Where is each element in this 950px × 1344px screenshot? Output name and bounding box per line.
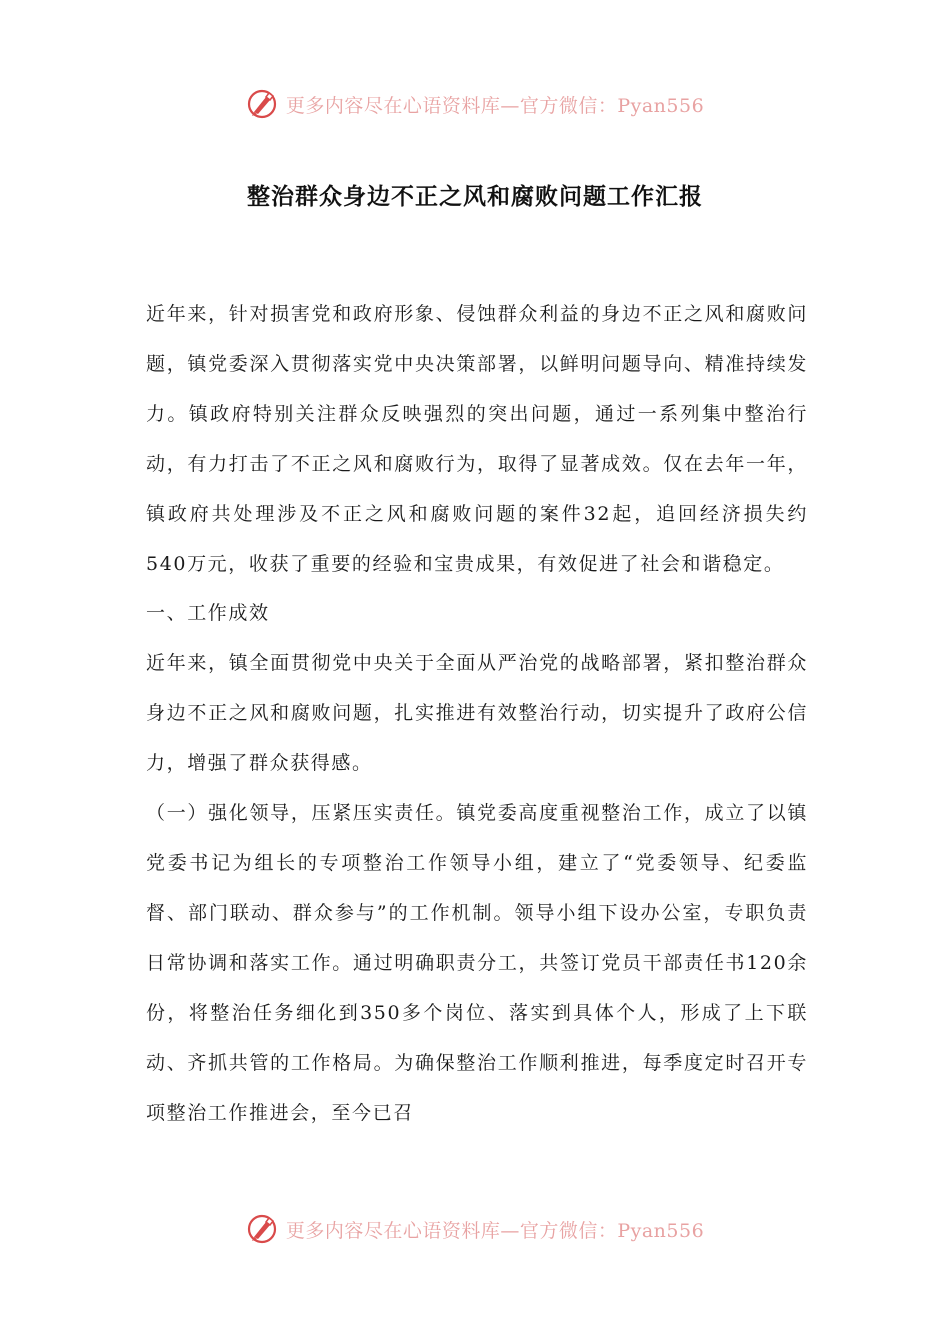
subsection-paragraph: （一）强化领导，压紧压实责任。镇党委高度重视整治工作，成立了以镇党委书记为组长的专项整治工作领导小组，建立了“党委领导、纪委监督、部门联动、群众参与”的工作机制。领导小组下设办公室，专职负责日常协调和落实工作。通过明确职责分工，共签订党员干部责任书120余份，将整治任务细化到350多个岗位、落实到具体个人，形成了上下联动、齐抓共管的工作格局。为确保整治工作顺利推进，每季度定时召开专项整治工作推进会，至今已召: [146, 802, 808, 1124]
section-paragraph: 近年来，镇全面贯彻党中央关于全面从严治党的战略部署，紧扣整治群众身边不正之风和腐败问题，扎实推进有效整治行动，切实提升了政府公信力，增强了群众获得感。: [146, 652, 808, 775]
document-title: 整治群众身边不正之风和腐败问题工作汇报: [247, 184, 703, 210]
document-body: [146, 290, 808, 1138]
header-watermark-banner: [0, 84, 950, 124]
footer-watermark-banner: [0, 1209, 950, 1249]
pen-nib-logo-icon: [246, 1213, 278, 1245]
watermark-text: 更多内容尽在心语资料库—官方微信：Pyan556: [285, 94, 705, 117]
pen-nib-logo-icon: [246, 88, 278, 120]
intro-paragraph: 近年来，针对损害党和政府形象、侵蚀群众利益的身边不正之风和腐败问题，镇党委深入贯彻落实党中央决策部署，以鲜明问题导向、精准持续发力。镇政府特别关注群众反映强烈的突出问题，通过一系列集中整治行动，有力打击了不正之风和腐败行为，取得了显著成效。仅在去年一年，镇政府共处理涉及不正之风和腐败问题的案件32起，追回经济损失约540万元，收获了重要的经验和宝贵成果，有效促进了社会和谐稳定。: [146, 303, 808, 575]
watermark-text: 更多内容尽在心语资料库—官方微信：Pyan556: [285, 1219, 705, 1242]
section-heading: 一、工作成效: [146, 602, 270, 625]
